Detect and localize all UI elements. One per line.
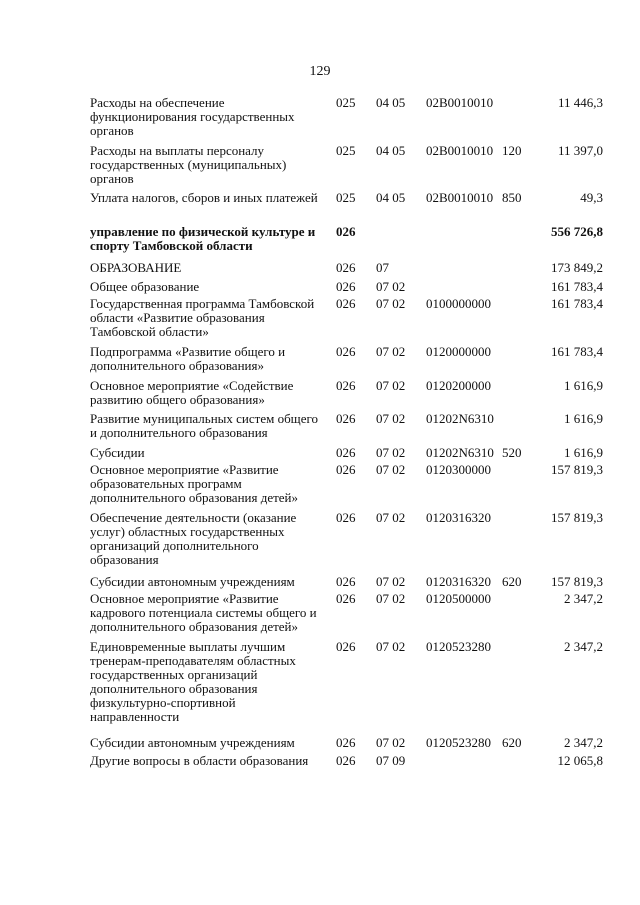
row-ved-code: 026 bbox=[336, 260, 356, 275]
row-section-code: 04 05 bbox=[376, 190, 406, 205]
row-sum: 2 347,2 bbox=[564, 591, 603, 606]
row-sum: 157 819,3 bbox=[551, 462, 603, 477]
row-section-code: 07 02 bbox=[376, 574, 406, 589]
row-sum: 1 616,9 bbox=[564, 445, 603, 460]
row-name: Государственная программа Тамбовской области «Развитие образования Тамбовской области» bbox=[90, 296, 315, 339]
row-sum: 11 397,0 bbox=[557, 143, 603, 158]
row-name: Подпрограмма «Развитие общего и дополнительного образования» bbox=[90, 344, 286, 373]
row-section-code: 07 02 bbox=[376, 445, 406, 460]
table-row bbox=[0, 412, 640, 446]
row-section-code: 07 02 bbox=[376, 462, 406, 477]
row-target-code: 02В0010010 bbox=[426, 143, 494, 158]
row-name: Субсидии автономным учреждениям bbox=[90, 574, 295, 589]
row-name: Расходы на обеспечение функционирования государственных органов bbox=[90, 95, 295, 138]
row-ved-code: 026 bbox=[336, 296, 356, 311]
row-name: Расходы на выплаты персоналу государственных (муниципальных) органов bbox=[90, 143, 287, 186]
row-target-code: 0120300000 bbox=[426, 462, 491, 477]
row-section-code: 07 02 bbox=[376, 639, 406, 654]
row-target-code: 0120200000 bbox=[426, 378, 491, 393]
row-sum: 12 065,8 bbox=[557, 753, 603, 768]
row-sum: 161 783,4 bbox=[551, 279, 603, 294]
table-row bbox=[0, 191, 640, 225]
row-sum: 161 783,4 bbox=[551, 344, 603, 359]
row-name: Развитие муниципальных систем общего и дополнительного образования bbox=[90, 411, 318, 440]
table-row bbox=[0, 144, 640, 191]
row-section-code: 07 02 bbox=[376, 591, 406, 606]
row-target-code: 0120523280 bbox=[426, 639, 491, 654]
row-name: Единовременные выплаты лучшим тренерам-преподавателям областных государственных организаций дополнительного образования физкультурно-спортивной направленности bbox=[90, 639, 296, 724]
row-ved-code: 025 bbox=[336, 143, 356, 158]
row-expense-type: 520 bbox=[502, 445, 522, 460]
row-expense-type: 620 bbox=[502, 574, 522, 589]
row-section-code: 04 05 bbox=[376, 95, 406, 110]
budget-table bbox=[0, 96, 640, 771]
row-target-code: 01202N6310 bbox=[426, 411, 494, 426]
row-sum: 2 347,2 bbox=[564, 735, 603, 750]
row-sum: 173 849,2 bbox=[551, 260, 603, 275]
row-target-code: 01202N6310 bbox=[426, 445, 494, 460]
row-section-code: 07 02 bbox=[376, 510, 406, 525]
row-sum: 556 726,8 bbox=[551, 224, 603, 239]
row-ved-code: 026 bbox=[336, 344, 356, 359]
table-row bbox=[0, 96, 640, 144]
row-target-code: 0100000000 bbox=[426, 296, 491, 311]
row-target-code: 0120316320 bbox=[426, 510, 491, 525]
row-ved-code: 026 bbox=[336, 462, 356, 477]
table-row bbox=[0, 592, 640, 640]
table-row bbox=[0, 754, 640, 771]
row-ved-code: 026 bbox=[336, 639, 356, 654]
row-expense-type: 120 bbox=[502, 143, 522, 158]
row-sum: 49,3 bbox=[580, 190, 603, 205]
row-name: ОБРАЗОВАНИЕ bbox=[90, 260, 182, 275]
table-row bbox=[0, 297, 640, 345]
row-section-code: 07 02 bbox=[376, 378, 406, 393]
table-row bbox=[0, 463, 640, 511]
table-row bbox=[0, 280, 640, 297]
row-section-code: 07 02 bbox=[376, 411, 406, 426]
row-name: Субсидии bbox=[90, 445, 145, 460]
table-row bbox=[0, 640, 640, 736]
row-ved-code: 026 bbox=[336, 224, 356, 239]
row-sum: 157 819,3 bbox=[551, 510, 603, 525]
row-name: Уплата налогов, сборов и иных платежей bbox=[90, 190, 318, 205]
table-row bbox=[0, 575, 640, 592]
row-ved-code: 026 bbox=[336, 510, 356, 525]
row-sum: 161 783,4 bbox=[551, 296, 603, 311]
row-ved-code: 025 bbox=[336, 190, 356, 205]
table-row bbox=[0, 446, 640, 463]
row-name: Основное мероприятие «Развитие кадрового потенциала системы общего и дополнительного образования детей» bbox=[90, 591, 317, 634]
row-sum: 1 616,9 bbox=[564, 411, 603, 426]
row-name: Обеспечение деятельности (оказание услуг) областных государственных организаций дополнительного образования bbox=[90, 510, 297, 567]
row-ved-code: 026 bbox=[336, 591, 356, 606]
row-ved-code: 026 bbox=[336, 753, 356, 768]
row-expense-type: 850 bbox=[502, 190, 522, 205]
row-section-code: 07 09 bbox=[376, 753, 406, 768]
table-row bbox=[0, 225, 640, 261]
row-target-code: 0120316320 bbox=[426, 574, 491, 589]
row-ved-code: 026 bbox=[336, 735, 356, 750]
row-ved-code: 026 bbox=[336, 411, 356, 426]
row-section-code: 07 02 bbox=[376, 296, 406, 311]
row-sum: 2 347,2 bbox=[564, 639, 603, 654]
row-sum: 1 616,9 bbox=[564, 378, 603, 393]
row-name: Другие вопросы в области образования bbox=[90, 753, 309, 768]
row-section-code: 07 02 bbox=[376, 279, 406, 294]
row-target-code: 0120500000 bbox=[426, 591, 491, 606]
row-ved-code: 026 bbox=[336, 574, 356, 589]
row-target-code: 0120523280 bbox=[426, 735, 491, 750]
table-row bbox=[0, 736, 640, 754]
table-row bbox=[0, 261, 640, 280]
row-target-code: 02В0010010 bbox=[426, 95, 494, 110]
table-row bbox=[0, 345, 640, 379]
row-target-code: 0120000000 bbox=[426, 344, 491, 359]
row-name: Общее образование bbox=[90, 279, 200, 294]
row-ved-code: 026 bbox=[336, 445, 356, 460]
row-name: Основное мероприятие «Развитие образовательных программ дополнительного образования детей» bbox=[90, 462, 298, 505]
row-section-code: 07 02 bbox=[376, 344, 406, 359]
row-target-code: 02В0010010 bbox=[426, 190, 494, 205]
row-sum: 11 446,3 bbox=[557, 95, 603, 110]
row-ved-code: 025 bbox=[336, 95, 356, 110]
row-section-code: 07 02 bbox=[376, 735, 406, 750]
row-section-code: 07 bbox=[376, 260, 389, 275]
row-expense-type: 620 bbox=[502, 735, 522, 750]
row-name: Основное мероприятие «Содействие развитию общего образования» bbox=[90, 378, 294, 407]
table-row bbox=[0, 511, 640, 575]
table-row bbox=[0, 379, 640, 412]
row-name: Субсидии автономным учреждениям bbox=[90, 735, 295, 750]
row-name: управление по физической культуре и спорту Тамбовской области bbox=[90, 224, 316, 253]
row-ved-code: 026 bbox=[336, 279, 356, 294]
row-sum: 157 819,3 bbox=[551, 574, 603, 589]
page-number: 129 bbox=[309, 64, 331, 79]
row-ved-code: 026 bbox=[336, 378, 356, 393]
row-section-code: 04 05 bbox=[376, 143, 406, 158]
